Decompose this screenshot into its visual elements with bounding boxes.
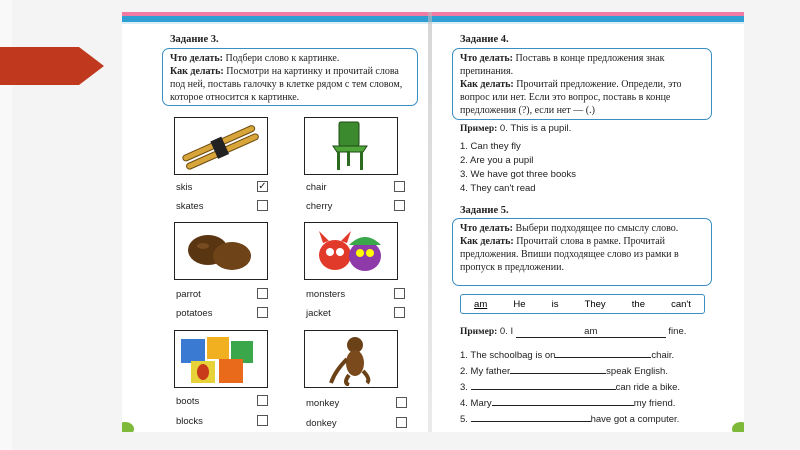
task5-sentence (460, 364, 668, 377)
task3-word: jacket (306, 308, 331, 319)
task3-instructions (162, 48, 418, 106)
task5-sentence (460, 380, 680, 393)
task5-sentence-prefix: 3. (460, 382, 468, 393)
potatoes-icon (175, 223, 266, 278)
checkbox[interactable] (394, 307, 405, 318)
task5-how-label: Как делать: (460, 236, 514, 247)
task4-sentence: 1. Can they fly (460, 141, 521, 152)
task5-how-text: Прочитай слова в рамке. Прочитай предложения. Впиши подходящее слово из рамки в пропуск в предложении. (460, 236, 679, 273)
checkbox[interactable] (257, 395, 268, 406)
checkbox[interactable] (396, 397, 407, 408)
word-bank-item: is (551, 298, 559, 310)
chair-picture (304, 117, 398, 175)
task4-title: Задание 4. (460, 34, 509, 45)
task5-sentence (460, 396, 675, 409)
chair-icon (305, 118, 396, 173)
task4-what-text: Поставь в конце предложения знак препинания. (460, 53, 665, 77)
task5-example-answer: am (584, 326, 598, 337)
monsters-icon (305, 223, 396, 278)
answer-blank[interactable] (492, 396, 634, 406)
task4-how-text: Прочитай предложение. Определи, это вопрос или нет. Если это вопрос, поставь в конце предложения (?), если нет — (.) (460, 79, 682, 116)
answer-blank[interactable] (471, 380, 616, 390)
task4-example-text: 0. This is a pupil. (499, 123, 572, 134)
checkbox[interactable] (396, 417, 407, 428)
task3-how-label: Как делать: (170, 66, 224, 77)
task5-sentence-prefix: 5. (460, 414, 468, 425)
task3-what-label: Что делать: (170, 53, 223, 64)
task5-sentence-suffix: have got a computer. (590, 414, 680, 425)
task4-what-label: Что делать: (460, 53, 513, 64)
answer-blank[interactable] (555, 348, 651, 358)
book-spine (428, 12, 432, 432)
task5-example-label: Пример: (460, 327, 498, 337)
task4-example (460, 123, 571, 134)
task5-sentence-suffix: speak English. (606, 366, 668, 377)
page-top-border (122, 12, 744, 24)
word-bank-item: the (631, 298, 645, 310)
task3-word: monkey (306, 398, 340, 409)
task3-word: skates (176, 201, 204, 212)
word-bank-item: am (474, 298, 488, 310)
task5-sentence (460, 348, 674, 361)
task5-example-suffix: fine. (668, 326, 687, 337)
task5-example-blank (516, 326, 666, 338)
task3-word: boots (176, 396, 200, 407)
checkbox[interactable] (257, 415, 268, 426)
task4-sentence: 2. Are you a pupil (460, 155, 534, 166)
task5-example-prefix: 0. I (499, 326, 514, 337)
task3-word: potatoes (176, 308, 213, 319)
task5-instructions (452, 218, 712, 286)
skis-picture (174, 117, 268, 175)
checkbox[interactable] (394, 288, 405, 299)
task5-sentence-prefix: 2. My father (460, 366, 511, 377)
checkbox-checked[interactable]: ✓ (258, 181, 267, 192)
task3-word: monsters (306, 289, 346, 300)
checkbox[interactable] (257, 200, 268, 211)
task3-word: cherry (306, 201, 333, 212)
skis-icon (175, 118, 266, 173)
monkey-icon (305, 331, 396, 386)
task3-word: skis (176, 182, 193, 193)
checkbox[interactable] (257, 288, 268, 299)
task5-title: Задание 5. (460, 205, 509, 216)
task5-word-bank (460, 294, 705, 314)
task5-sentence-suffix: chair. (651, 350, 675, 361)
task5-sentence-suffix: my friend. (633, 398, 676, 409)
task5-example (460, 326, 686, 338)
word-bank-item: He (513, 298, 526, 310)
answer-blank[interactable] (510, 364, 606, 374)
task4-instructions (452, 48, 712, 120)
answer-blank[interactable] (471, 412, 591, 422)
checkbox[interactable] (394, 200, 405, 211)
task5-sentence-prefix: 4. Mary (460, 398, 492, 409)
task3-word: parrot (176, 289, 201, 300)
task5-sentence (460, 412, 679, 425)
task4-how-label: Как делать: (460, 79, 514, 90)
checkbox[interactable] (394, 181, 405, 192)
task3-what-text: Подбери слово к картинке. (225, 53, 340, 64)
task3-word: chair (306, 182, 327, 193)
task4-sentence: 3. We have got three books (460, 169, 577, 180)
task4-sentence: 4. They can't read (460, 183, 536, 194)
corner-leaf-icon (732, 422, 744, 432)
task5-sentence-prefix: 1. The schoolbag is on (460, 350, 556, 361)
word-bank-item: can't (671, 298, 691, 310)
blocks-icon (175, 331, 266, 386)
task3-title: Задание 3. (170, 34, 219, 45)
blocks-picture (174, 330, 268, 388)
monsters-picture (304, 222, 398, 280)
task3-word: blocks (176, 416, 203, 427)
task3-word: donkey (306, 418, 337, 429)
task5-what-text: Выбери подходящее по смыслу слово. (515, 223, 679, 234)
red-arrow-shape (0, 47, 104, 85)
task5-sentence-suffix: can ride a bike. (615, 382, 681, 393)
potatoes-picture (174, 222, 268, 280)
task4-example-label: Пример: (460, 124, 498, 134)
monkey-picture (304, 330, 398, 388)
task5-what-label: Что делать: (460, 223, 513, 234)
task3-how-text: Посмотри на картинку и прочитай слова под ней, поставь галочку в клетке рядом с тем словом, которое относится к картинке. (170, 66, 403, 103)
workbook-spread (122, 12, 744, 432)
corner-leaf-icon (122, 422, 134, 432)
checkbox[interactable] (257, 307, 268, 318)
word-bank-item: They (584, 298, 606, 310)
